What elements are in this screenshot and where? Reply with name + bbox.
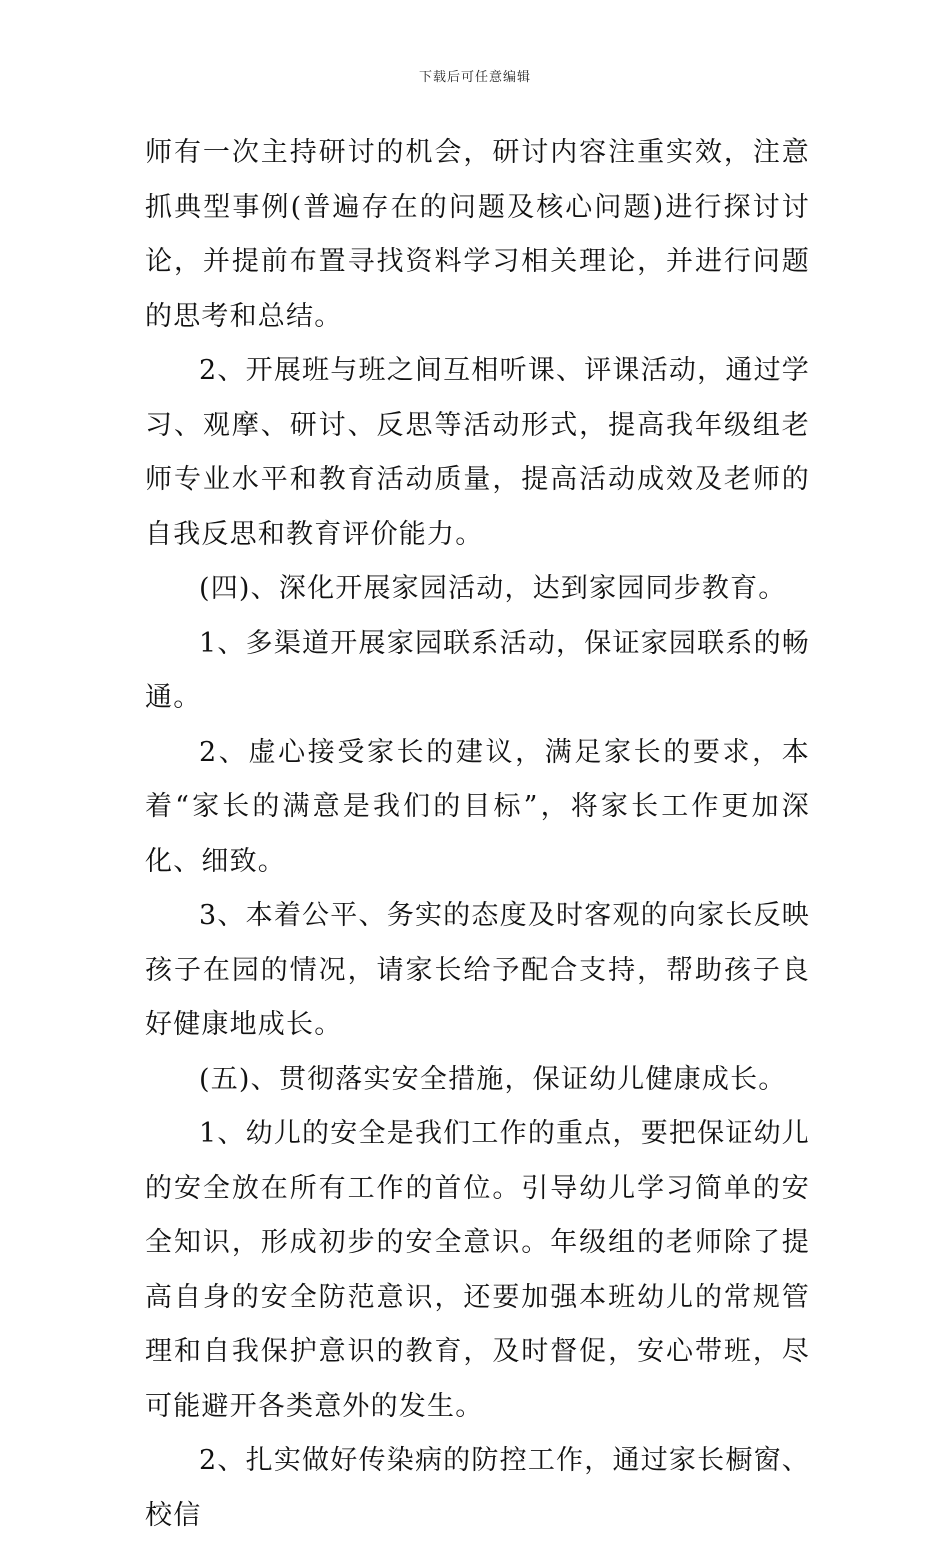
paragraph: 2、虚心接受家长的建议，满足家长的要求，本着“家长的满意是我们的目标”，将家长工作更加深化、细致。 xyxy=(145,736,810,877)
paragraph: 2、开展班与班之间互相听课、评课活动，通过学习、观摩、研讨、反思等活动形式，提高我年级组老师专业水平和教育活动质量，提高活动成效及老师的自我反思和教育评价能力。 xyxy=(145,355,810,550)
section-heading: (五)、贯彻落实安全措施，保证幼儿健康成长。 xyxy=(199,1063,787,1095)
paragraph: 3、本着公平、务实的态度及时客观的向家长反映孩子在园的情况，请家长给予配合支持，帮助孩子良好健康地成长。 xyxy=(145,900,810,1040)
paragraph: 1、幼儿的安全是我们工作的重点，要把保证幼儿的安全放在所有工作的首位。引导幼儿学习简单的安全知识，形成初步的安全意识。年级组的老师除了提高自身的安全防范意识，还要加强本班幼儿的常规管理和自我保护意识的教育，及时督促，安心带班，尽可能避开各类意外的发生。 xyxy=(145,1118,810,1422)
document-body xyxy=(145,126,810,1543)
section-heading: (四)、深化开展家园活动，达到家园同步教育。 xyxy=(199,573,787,604)
paragraph: 2、扎实做好传染病的防控工作，通过家长橱窗、校信 xyxy=(145,1445,810,1531)
page-header: 下载后可任意编辑 xyxy=(418,70,531,85)
paragraph: 师有一次主持研讨的机会，研讨内容注重实效，注意抓典型事例(普遍存在的问题及核心问题)进行探讨讨论，并提前布置寻找资料学习相关理论，并进行问题的思考和总结。 xyxy=(145,137,810,332)
paragraph: 1、多渠道开展家园联系活动，保证家园联系的畅通。 xyxy=(145,627,810,713)
